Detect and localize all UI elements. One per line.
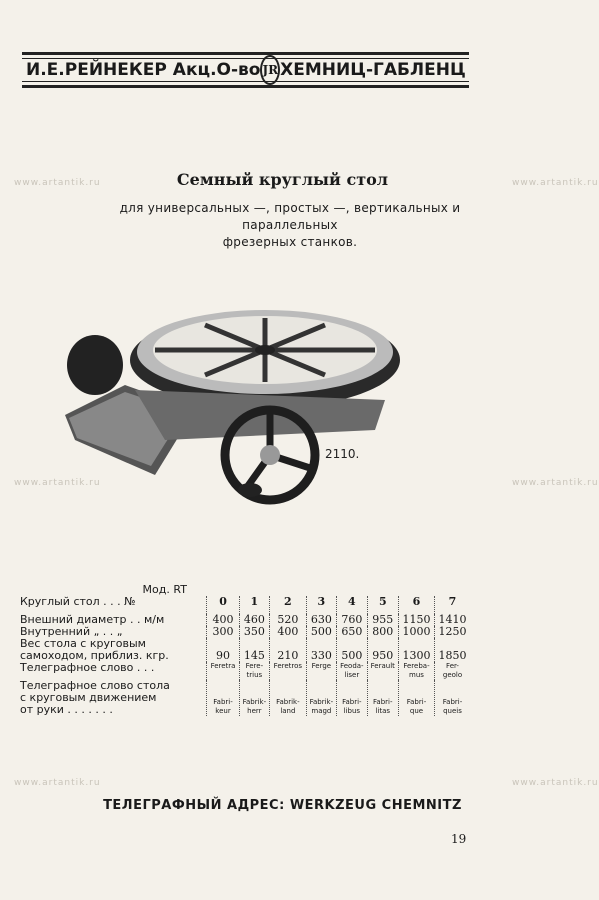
- row-label-table: Круглый стол . . . №: [20, 595, 136, 608]
- outer-diameter: 760: [337, 614, 367, 626]
- letterhead-band: [22, 52, 469, 88]
- model-number: 1: [239, 596, 269, 614]
- telegraph-code: Feretros: [270, 662, 307, 680]
- row-label-line: самоходом, приблиз. кгр.: [20, 649, 169, 662]
- model-number: 3: [306, 596, 336, 614]
- telegraph-code-manual: Fabrik- magd: [306, 680, 336, 716]
- telegraph-code: Ferault: [367, 662, 398, 680]
- weight-value: 145: [239, 638, 269, 662]
- telegraph-code-manual: Fabrik- land: [270, 680, 307, 716]
- telegraph-code: Fereba- mus: [398, 662, 434, 680]
- telegraph-code-manual: Fabri- que: [398, 680, 434, 716]
- telegraph-code-manual: Fabrik- herr: [239, 680, 269, 716]
- telegraph-code-manual: Fabri- litas: [367, 680, 398, 716]
- row-label-line: с круговым движением: [20, 691, 157, 704]
- company-logo: JR: [260, 55, 280, 85]
- telegraph-code: Fer- geolo: [435, 662, 470, 680]
- specifications-table: [20, 584, 470, 716]
- row-label-line: Вес стола с круговым: [20, 637, 146, 650]
- inner-diameter: 650: [337, 626, 367, 638]
- telegraph-address: ТЕЛЕГРАФНЫЙ АДРЕС: WERKZEUG CHEMNITZ: [103, 798, 462, 813]
- weight-value: 1300: [398, 638, 434, 662]
- telegraph-code: Fere- trius: [239, 662, 269, 680]
- subtitle-line: для универсальных —, простых —, вертикальных и параллельных: [119, 201, 461, 232]
- model-number: 4: [337, 596, 367, 614]
- model-label: Мод. RT: [142, 583, 187, 596]
- photo-label: 2110.: [325, 447, 360, 461]
- inner-diameter: 350: [239, 626, 269, 638]
- watermark: www.artantik.ru: [14, 478, 101, 488]
- page-subtitle: [80, 200, 500, 251]
- row-label-line: от руки . . . . . . .: [20, 703, 113, 716]
- model-number: 0: [207, 596, 239, 614]
- model-number: 6: [398, 596, 434, 614]
- inner-diameter: 300: [207, 626, 239, 638]
- weight-value: 210: [270, 638, 307, 662]
- weight-value: 330: [306, 638, 336, 662]
- inner-diameter: 1250: [435, 626, 470, 638]
- row-label-telegraph-manual: [20, 680, 207, 716]
- row-label-line: Телеграфное слово стола: [20, 679, 170, 692]
- telegraph-code-manual: Fabri- queis: [435, 680, 470, 716]
- row-label-inner: Внутренний „ . . „: [20, 625, 123, 638]
- weight-value: 500: [337, 638, 367, 662]
- watermark: www.artantik.ru: [512, 478, 599, 488]
- weight-value: 1850: [435, 638, 470, 662]
- outer-diameter: 520: [270, 614, 307, 626]
- model-number: 7: [435, 596, 470, 614]
- subtitle-line: фрезерных станков.: [222, 235, 358, 249]
- telegraph-code: Feretra: [207, 662, 239, 680]
- watermark: www.artantik.ru: [14, 778, 101, 788]
- outer-diameter: 460: [239, 614, 269, 626]
- model-number: 2: [270, 596, 307, 614]
- company-name: И.Е.РЕЙНЕКЕР Акц.О-во: [26, 60, 261, 80]
- outer-diameter: 1410: [435, 614, 470, 626]
- telegraph-code: Ferge: [306, 662, 336, 680]
- watermark: www.artantik.ru: [512, 178, 599, 188]
- weight-value: 90: [207, 638, 239, 662]
- inner-diameter: 1000: [398, 626, 434, 638]
- telegraph-code-manual: Fabri- libus: [337, 680, 367, 716]
- telegraph-code: Feoda- liser: [337, 662, 367, 680]
- weight-value: 950: [367, 638, 398, 662]
- rotary-table-illustration: [55, 290, 415, 530]
- model-number: 5: [367, 596, 398, 614]
- company-city: ХЕМНИЦ-ГАБЛЕНЦ: [280, 60, 466, 80]
- inner-diameter: 500: [306, 626, 336, 638]
- watermark: www.artantik.ru: [512, 778, 599, 788]
- page-title: Cемный круглый стол: [176, 170, 389, 189]
- outer-diameter: 1150: [398, 614, 434, 626]
- page-number: 19: [451, 832, 467, 846]
- outer-diameter: 400: [207, 614, 239, 626]
- row-label-weight: [20, 638, 207, 662]
- row-label-outer: Внешний диаметр . . м/м: [20, 613, 165, 626]
- outer-diameter: 630: [306, 614, 336, 626]
- outer-diameter: 955: [367, 614, 398, 626]
- inner-diameter: 400: [270, 626, 307, 638]
- row-label-telegraph: Телеграфное слово . . .: [20, 661, 155, 674]
- telegraph-code-manual: Fabri- keur: [207, 680, 239, 716]
- watermark: www.artantik.ru: [14, 178, 101, 188]
- inner-diameter: 800: [367, 626, 398, 638]
